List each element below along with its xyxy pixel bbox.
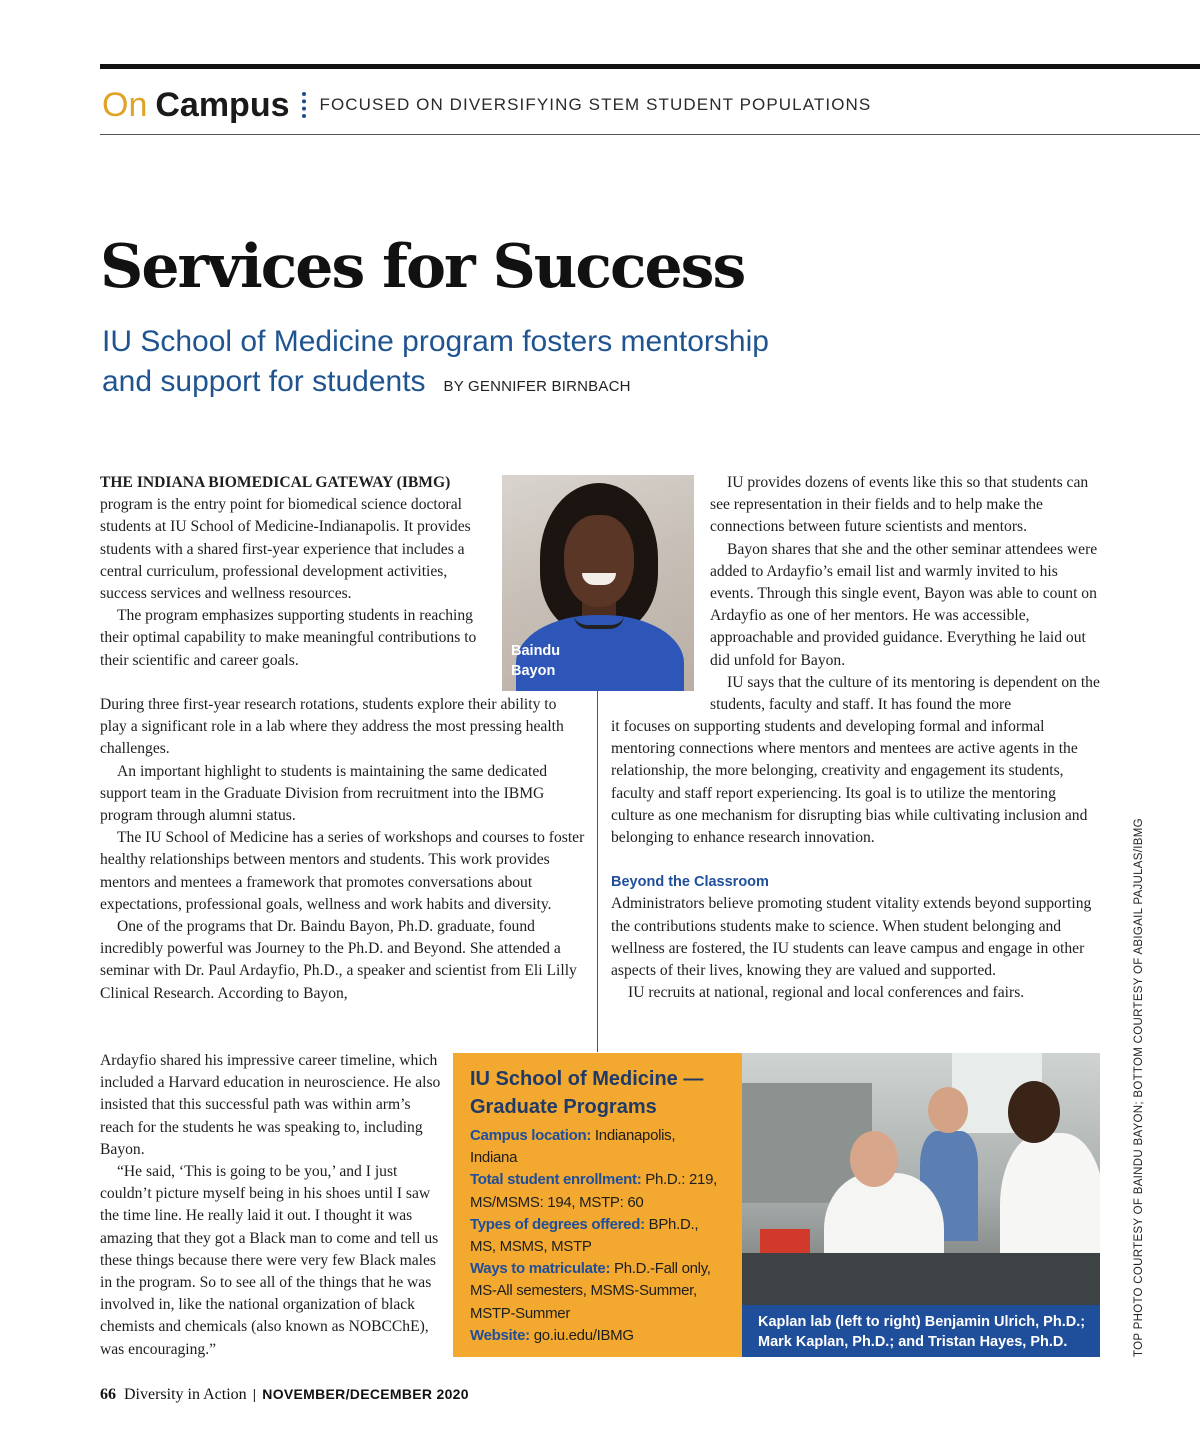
photo-shape [564, 515, 634, 607]
body-column-right-top [710, 472, 1102, 716]
paragraph: The IU School of Medicine has a series of workshops and courses to foster healthy relationships between mentors and students. This work provides mentors and mentees a framework that promotes conversations about expectations, professional goals, wellness and work habits and diversity. [100, 829, 585, 913]
sidebar-value: Ph.D.: 219, MS/MSMS: 194, MSTP: 60 [470, 1171, 718, 1211]
header-rule [100, 134, 1200, 135]
photo-caption [511, 641, 560, 681]
paragraph-text: program is the entry point for biomedical science doctoral students at IU School of Medicine-Indianapolis. It provides students with a shared first-year experience that includes a central curriculum, professional development activities, success services and wellness resources. [100, 496, 471, 603]
photo-shape [574, 615, 624, 629]
body-column-right-middle [611, 716, 1101, 1004]
article-title: Services for Success [100, 232, 745, 302]
column-divider [597, 690, 598, 1052]
body-column-left-bottom [100, 1050, 445, 1361]
paragraph: it focuses on supporting students and developing formal and informal mentoring connections where mentors and mentees are active agents in the relationship, the more belonging, creativity and engagement its students, faculty and staff report experiencing. Its goal is to utilize the mentoring culture as one mechanism for disrupting bias while cultivating inclusion and belonging to enhance research innovation. [611, 718, 1088, 847]
photo-shape [742, 1253, 1100, 1305]
sidebar-label: Total student enrollment: [470, 1171, 642, 1189]
paragraph: During three first-year research rotations, students explore their ability to play a significant role in a lab where they address the most pressing health challenges. [100, 696, 564, 758]
sidebar-item [470, 1325, 726, 1347]
lab-photo-caption: Kaplan lab (left to right) Benjamin Ulrich, Ph.D.; Mark Kaplan, Ph.D.; and Tristan Hayes, Ph.D. [742, 1305, 1100, 1357]
sidebar-item [470, 1258, 726, 1325]
photo-kaplan-lab [742, 1053, 1100, 1305]
dotted-separator [302, 92, 306, 118]
top-rule [100, 64, 1200, 69]
section-label-on: On [102, 85, 148, 124]
issue-date: NOVEMBER/DECEMBER 2020 [262, 1386, 469, 1402]
paragraph: Bayon shares that she and the other seminar attendees were added to Ardayfio’s email list and warmly invited to his events. Through this single event, Bayon was able to count on Ardayfio as one of her mentors. He was accessible, approachable and provided guidance. Everything he laid out did unfold for Bayon. [710, 540, 1098, 669]
section-label-campus: Campus [155, 85, 290, 124]
lead-in: THE INDIANA BIOMEDICAL GATEWAY (IBMG) [100, 474, 451, 491]
byline: BY GENNIFER BIRNBACH [443, 378, 631, 395]
paragraph [100, 472, 492, 605]
page-footer [100, 1386, 469, 1404]
sidebar-value: Indianapolis, Indiana [470, 1127, 676, 1167]
page-number: 66 [100, 1386, 116, 1403]
quote-paragraph: “He said, ‘This is going to be you,’ and I just couldn’t picture myself being in his shoes until I saw the time line. He really laid it out. I thought it was amazing that they got a Black man to come and tell us these things because there were very few Black males in the program. So to see all of the things that he was involved in, like the national organization of black chemists and chemicals (also known as NOBCChE), was encouraging.” [100, 1163, 439, 1358]
sidebar-label: Campus location: [470, 1127, 592, 1144]
section-header [102, 82, 871, 128]
paragraph: An important highlight to students is maintaining the same dedicated support team in the Graduate Division from recruitment into the IBMG program through alumni status. [100, 762, 548, 825]
photo-shape [928, 1087, 968, 1133]
body-column-left-middle [100, 694, 585, 1005]
caption-line: Bayon [511, 663, 556, 679]
sidebar-box [453, 1053, 742, 1357]
sidebar-item [470, 1169, 726, 1213]
paragraph: The program emphasizes supporting students in reaching their optimal capability to make meaningful contributions to their scientific and career goals. [100, 607, 477, 669]
photo-shape [1008, 1081, 1060, 1143]
photo-baindu-bayon [502, 475, 694, 691]
photo-shape [850, 1131, 898, 1187]
photo-shape [760, 1229, 810, 1253]
sidebar-label: Website: [470, 1326, 530, 1344]
magazine-name: Diversity in Action [124, 1386, 247, 1403]
subtitle-line-2: and support for students [102, 365, 426, 398]
footer-separator: | [252, 1386, 257, 1402]
article-subtitle [102, 322, 822, 407]
sidebar-item [470, 1125, 726, 1169]
subhead: Beyond the Classroom [611, 874, 769, 891]
section-topic: FOCUSED ON DIVERSIFYING STEM STUDENT POPULATIONS [319, 95, 872, 114]
paragraph: IU says that the culture of its mentoring is dependent on the students, faculty and staff. It has found the more [710, 673, 1100, 714]
body-column-left-top [100, 472, 492, 672]
paragraph: Ardayfio shared his impressive career timeline, which included a Harvard education in neuroscience. He also insisted that this successful path was within arm’s reach for the students he was speaking to, including Bayon. [100, 1052, 441, 1158]
sidebar-title: IU School of Medicine — Graduate Programs [470, 1068, 704, 1118]
photo-credit: TOP PHOTO COURTESY OF BAINDU BAYON; BOTTOM COURTESY OF ABIGAIL PAJULAS/IBMG [1133, 818, 1145, 1357]
sidebar-label: Ways to matriculate: [470, 1260, 611, 1278]
paragraph: IU recruits at national, regional and local conferences and fairs. [628, 984, 1025, 1002]
caption-line: Baindu [511, 643, 561, 659]
paragraph: Administrators believe promoting student vitality extends beyond supporting the contributions students make to science. When student belonging and wellness are fostered, the IU students can leave campus and engage in other aspects of their lives, knowing they are valued and supported. [611, 895, 1092, 980]
paragraph: One of the programs that Dr. Baindu Bayon, Ph.D. graduate, found incredibly powerful was Journey to the Ph.D. and Beyond. She attended a seminar with Dr. Paul Ardayfio, Ph.D., a speaker and scientist from Eli Lilly Clinical Research. According to Bayon, [100, 918, 577, 1002]
sidebar-value: Ph.D.-Fall only, MS-All semesters, MSMS-Summer, MSTP-Summer [470, 1260, 711, 1322]
sidebar-item [470, 1214, 726, 1258]
sidebar-value: BPh.D., MS, MSMS, MSTP [470, 1215, 699, 1256]
subtitle-line-1: IU School of Medicine program fosters mentorship [102, 325, 769, 358]
sidebar-label: Types of degrees offered: [470, 1215, 645, 1233]
paragraph: IU provides dozens of events like this so that students can see representation in their fields and to help make the connections between future scientists and mentors. [710, 474, 1089, 536]
sidebar-value: go.iu.edu/IBMG [529, 1326, 634, 1344]
